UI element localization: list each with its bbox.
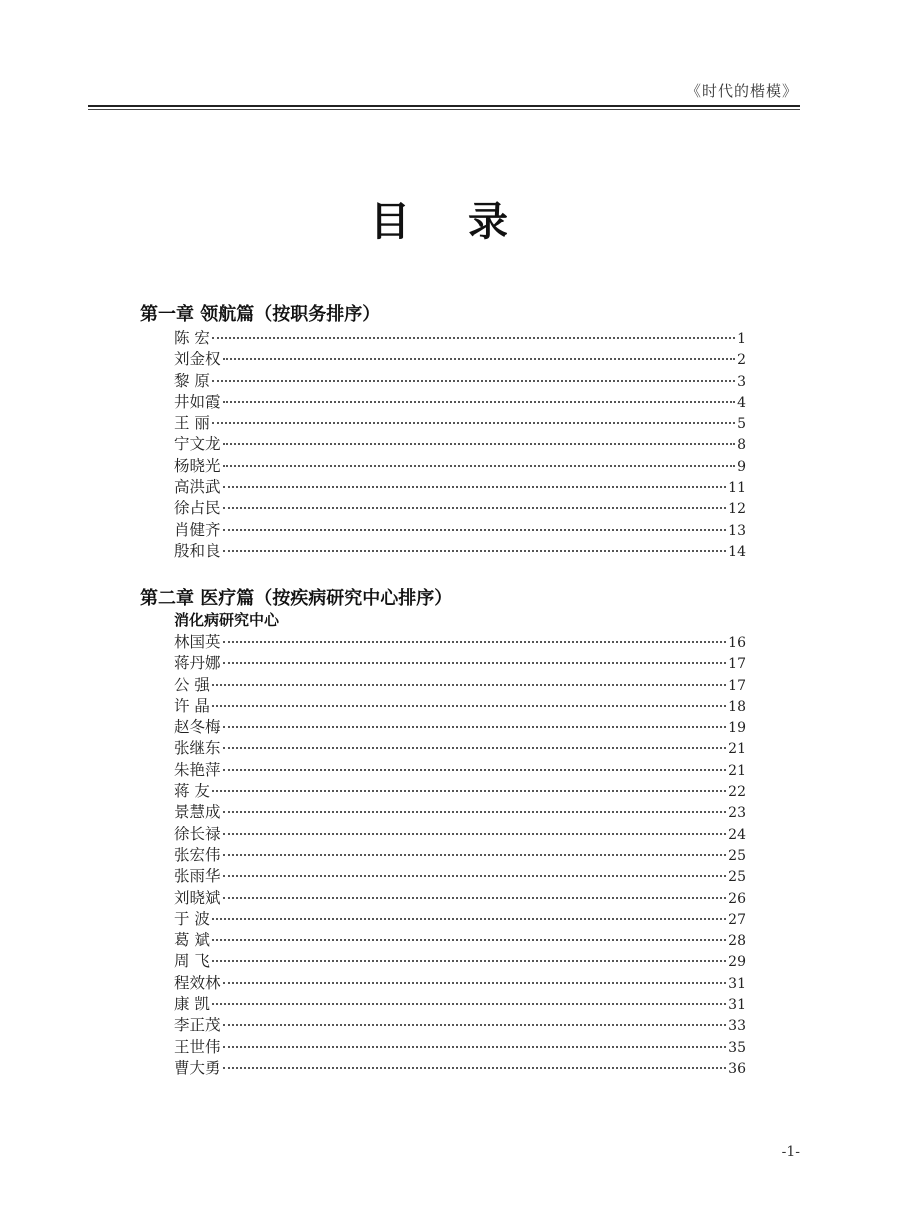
toc-entry (174, 907, 746, 928)
dot-leader (212, 705, 726, 707)
toc-entry-name: 刘金权 (174, 350, 221, 369)
toc-entry (174, 651, 746, 672)
toc-entry (174, 369, 746, 390)
toc-entry-name: 杨晓光 (174, 456, 221, 475)
dot-leader (223, 507, 727, 509)
toc-entry-name: 蒋 友 (174, 782, 210, 801)
toc-entry-page: 14 (728, 543, 746, 560)
dot-leader (223, 401, 736, 403)
toc-entry-page: 11 (728, 480, 746, 497)
chapter-1-entries (174, 326, 746, 560)
toc-entry-name: 王世伟 (174, 1037, 221, 1056)
toc-entry-name: 赵冬梅 (174, 718, 221, 737)
toc-entry-page: 1 (737, 331, 746, 347)
dot-leader (223, 769, 727, 771)
dot-leader (212, 1003, 726, 1005)
toc-entry (174, 1056, 746, 1077)
toc-entry-name: 葛 斌 (174, 931, 210, 950)
toc-entry-page: 8 (737, 437, 746, 454)
toc-entry (174, 822, 746, 843)
toc-entry (174, 673, 746, 694)
toc-entry-name: 肖健齐 (174, 520, 221, 539)
running-head: 《时代的楷模》 (685, 82, 798, 100)
chapter-1-title: 第一章 领航篇（按职务排序） (140, 304, 381, 325)
toc-entry-name: 蒋丹娜 (174, 654, 221, 673)
toc-entry (174, 779, 746, 800)
header-rule-thick (88, 105, 800, 107)
toc-entry (174, 694, 746, 715)
toc-entry (174, 1035, 746, 1056)
toc-entry (174, 1013, 746, 1034)
toc-entry (174, 496, 746, 517)
dot-leader (223, 1067, 727, 1069)
toc-entry-page: 9 (737, 458, 746, 475)
toc-entry-name: 殷和良 (174, 541, 221, 560)
toc-entry-page: 26 (728, 890, 746, 907)
header-rule-thin (88, 109, 800, 110)
chapter-2-entries (174, 630, 746, 1077)
toc-entry (174, 390, 746, 411)
toc-entry-name: 周 飞 (174, 952, 210, 971)
dot-leader (223, 811, 727, 813)
toc-entry-page: 25 (728, 847, 746, 864)
toc-entry-page: 31 (728, 997, 746, 1014)
dot-leader (212, 337, 735, 339)
dot-leader (223, 982, 727, 984)
toc-entry-name: 井如霞 (174, 392, 221, 411)
toc-entry-page: 17 (728, 677, 746, 694)
toc-entry-page: 23 (728, 805, 746, 822)
dot-leader (223, 897, 727, 899)
dot-leader (212, 960, 726, 962)
dot-leader (223, 465, 736, 467)
toc-entry (174, 864, 746, 885)
dot-leader (212, 684, 726, 686)
toc-entry-page: 22 (728, 784, 746, 801)
toc-entry-page: 21 (728, 762, 746, 779)
dot-leader (223, 747, 727, 749)
toc-entry-page: 24 (728, 826, 746, 843)
toc-entry-page: 21 (728, 741, 746, 758)
toc-entry (174, 843, 746, 864)
dot-leader (223, 550, 727, 552)
toc-entry-name: 康 凯 (174, 995, 210, 1014)
toc-entry-name: 徐长禄 (174, 824, 221, 843)
toc-entry (174, 971, 746, 992)
toc-entry-name: 曹大勇 (174, 1058, 221, 1077)
toc-entry (174, 475, 746, 496)
toc-entry (174, 715, 746, 736)
toc-entry-name: 张雨华 (174, 867, 221, 886)
toc-title: 目 录 (370, 199, 530, 245)
toc-entry-name: 高洪武 (174, 478, 221, 497)
toc-entry-page: 29 (728, 954, 746, 971)
section-title: 消化病研究中心 (174, 611, 280, 629)
toc-entry (174, 736, 746, 757)
toc-entry-page: 13 (728, 522, 746, 539)
toc-entry-name: 于 波 (174, 909, 210, 928)
toc-entry (174, 928, 746, 949)
dot-leader (223, 641, 727, 643)
toc-entry-page: 5 (737, 416, 746, 433)
toc-entry (174, 758, 746, 779)
toc-entry-page: 31 (728, 975, 746, 992)
toc-entry (174, 800, 746, 821)
toc-entry-name: 徐占民 (174, 499, 221, 518)
toc-entry-page: 33 (728, 1018, 746, 1035)
chapter-2-title: 第二章 医疗篇（按疾病研究中心排序） (140, 588, 453, 609)
dot-leader (223, 1046, 727, 1048)
toc-entry-name: 李正茂 (174, 1016, 221, 1035)
dot-leader (223, 662, 727, 664)
toc-entry-name: 景慧成 (174, 803, 221, 822)
dot-leader (212, 939, 726, 941)
toc-entry-name: 陈 宏 (174, 329, 210, 347)
toc-entry-name: 王 丽 (174, 414, 210, 433)
dot-leader (223, 443, 736, 445)
dot-leader (212, 380, 735, 382)
dot-leader (223, 833, 727, 835)
toc-entry-page: 17 (728, 656, 746, 673)
page-number: -1- (781, 1144, 800, 1160)
toc-entry (174, 432, 746, 453)
dot-leader (223, 358, 736, 360)
toc-entry-name: 张宏伟 (174, 845, 221, 864)
dot-leader (212, 790, 726, 792)
toc-entry-name: 许 晶 (174, 696, 210, 715)
toc-entry-page: 4 (737, 394, 746, 411)
toc-entry-page: 27 (728, 911, 746, 928)
toc-entry-page: 3 (737, 373, 746, 390)
toc-entry (174, 518, 746, 539)
toc-entry (174, 949, 746, 970)
toc-entry (174, 539, 746, 560)
dot-leader (223, 486, 727, 488)
toc-entry (174, 454, 746, 475)
dot-leader (212, 422, 735, 424)
toc-entry-page: 36 (728, 1060, 746, 1077)
toc-entry-name: 公 强 (174, 675, 210, 694)
toc-entry-name: 黎 原 (174, 371, 210, 390)
toc-entry (174, 992, 746, 1013)
dot-leader (223, 854, 727, 856)
dot-leader (212, 918, 726, 920)
toc-entry-name: 林国英 (174, 633, 221, 651)
dot-leader (223, 875, 727, 877)
toc-entry-page: 18 (728, 698, 746, 715)
toc-entry-name: 朱艳萍 (174, 760, 221, 779)
toc-entry (174, 347, 746, 368)
dot-leader (223, 529, 727, 531)
toc-entry-page: 12 (728, 501, 746, 518)
toc-entry-page: 35 (728, 1039, 746, 1056)
dot-leader (223, 726, 727, 728)
toc-entry (174, 411, 746, 432)
toc-entry-name: 宁文龙 (174, 435, 221, 454)
toc-entry (174, 886, 746, 907)
toc-entry-page: 16 (728, 635, 746, 651)
dot-leader (223, 1024, 727, 1026)
toc-entry-page: 19 (728, 720, 746, 737)
toc-entry-name: 程效林 (174, 973, 221, 992)
toc-entry-name: 张继东 (174, 739, 221, 758)
toc-entry-page: 2 (737, 352, 746, 369)
toc-entry (174, 630, 746, 651)
toc-entry (174, 326, 746, 347)
toc-entry-name: 刘晓斌 (174, 888, 221, 907)
toc-entry-page: 25 (728, 869, 746, 886)
toc-entry-page: 28 (728, 933, 746, 950)
